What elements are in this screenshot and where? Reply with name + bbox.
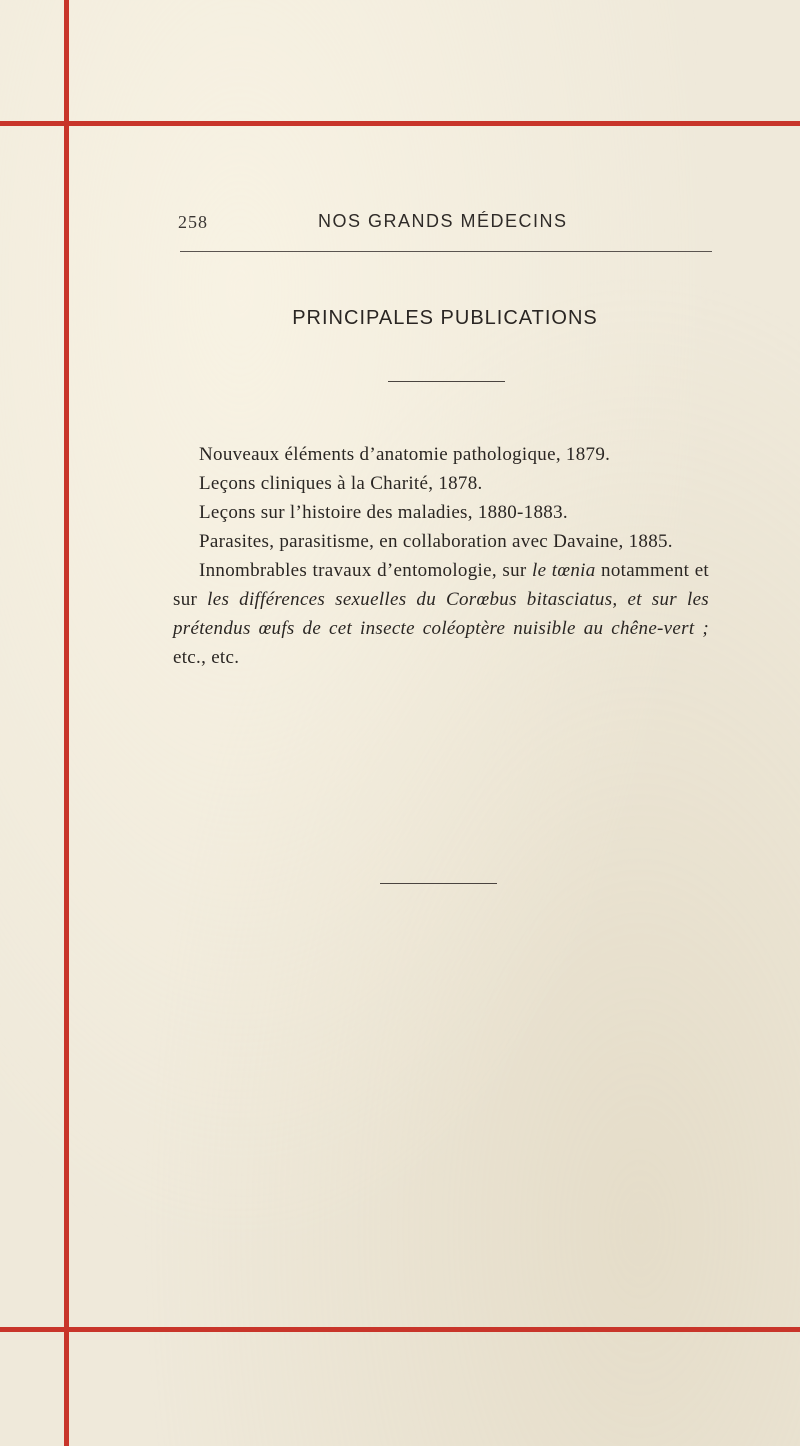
publication-italic-subject: le tœnia bbox=[531, 560, 596, 581]
end-divider bbox=[380, 883, 497, 884]
publications-list bbox=[173, 440, 709, 672]
publication-item bbox=[173, 469, 709, 498]
publication-item bbox=[173, 556, 709, 672]
page-number: 258 bbox=[178, 212, 208, 232]
margin-rule-vertical bbox=[64, 0, 69, 1446]
header-rule bbox=[180, 251, 712, 252]
publication-italic-title: les différences sexuelles du Corœbus bitasciatus, et sur les prétendus œufs de cet insecte coléoptère nuisible au chêne-vert ; bbox=[173, 589, 709, 639]
section-title: PRINCIPALES PUBLICATIONS bbox=[292, 307, 598, 329]
title-divider bbox=[388, 381, 505, 382]
publication-text: Nouveaux éléments d’anatomie pathologique, 1879. bbox=[199, 444, 611, 465]
publication-text-suffix: etc., etc. bbox=[173, 647, 240, 668]
publication-text: Leçons sur l’histoire des maladies, 1880-1883. bbox=[199, 502, 568, 523]
publication-item bbox=[173, 498, 709, 527]
publication-item bbox=[173, 527, 709, 556]
publication-text: Parasites, parasitisme, en collaboration avec Davaine, 1885. bbox=[199, 531, 673, 552]
publication-text: Leçons cliniques à la Charité, 1878. bbox=[199, 473, 483, 494]
margin-rule-bottom bbox=[0, 1327, 800, 1332]
publication-item bbox=[173, 440, 709, 469]
margin-rule-top bbox=[0, 121, 800, 126]
running-head: NOS GRANDS MÉDECINS bbox=[318, 211, 568, 231]
publication-text-middle: notamment et sur bbox=[173, 560, 710, 610]
publication-text-prefix: Innombrables travaux d’entomologie, sur bbox=[199, 560, 532, 581]
